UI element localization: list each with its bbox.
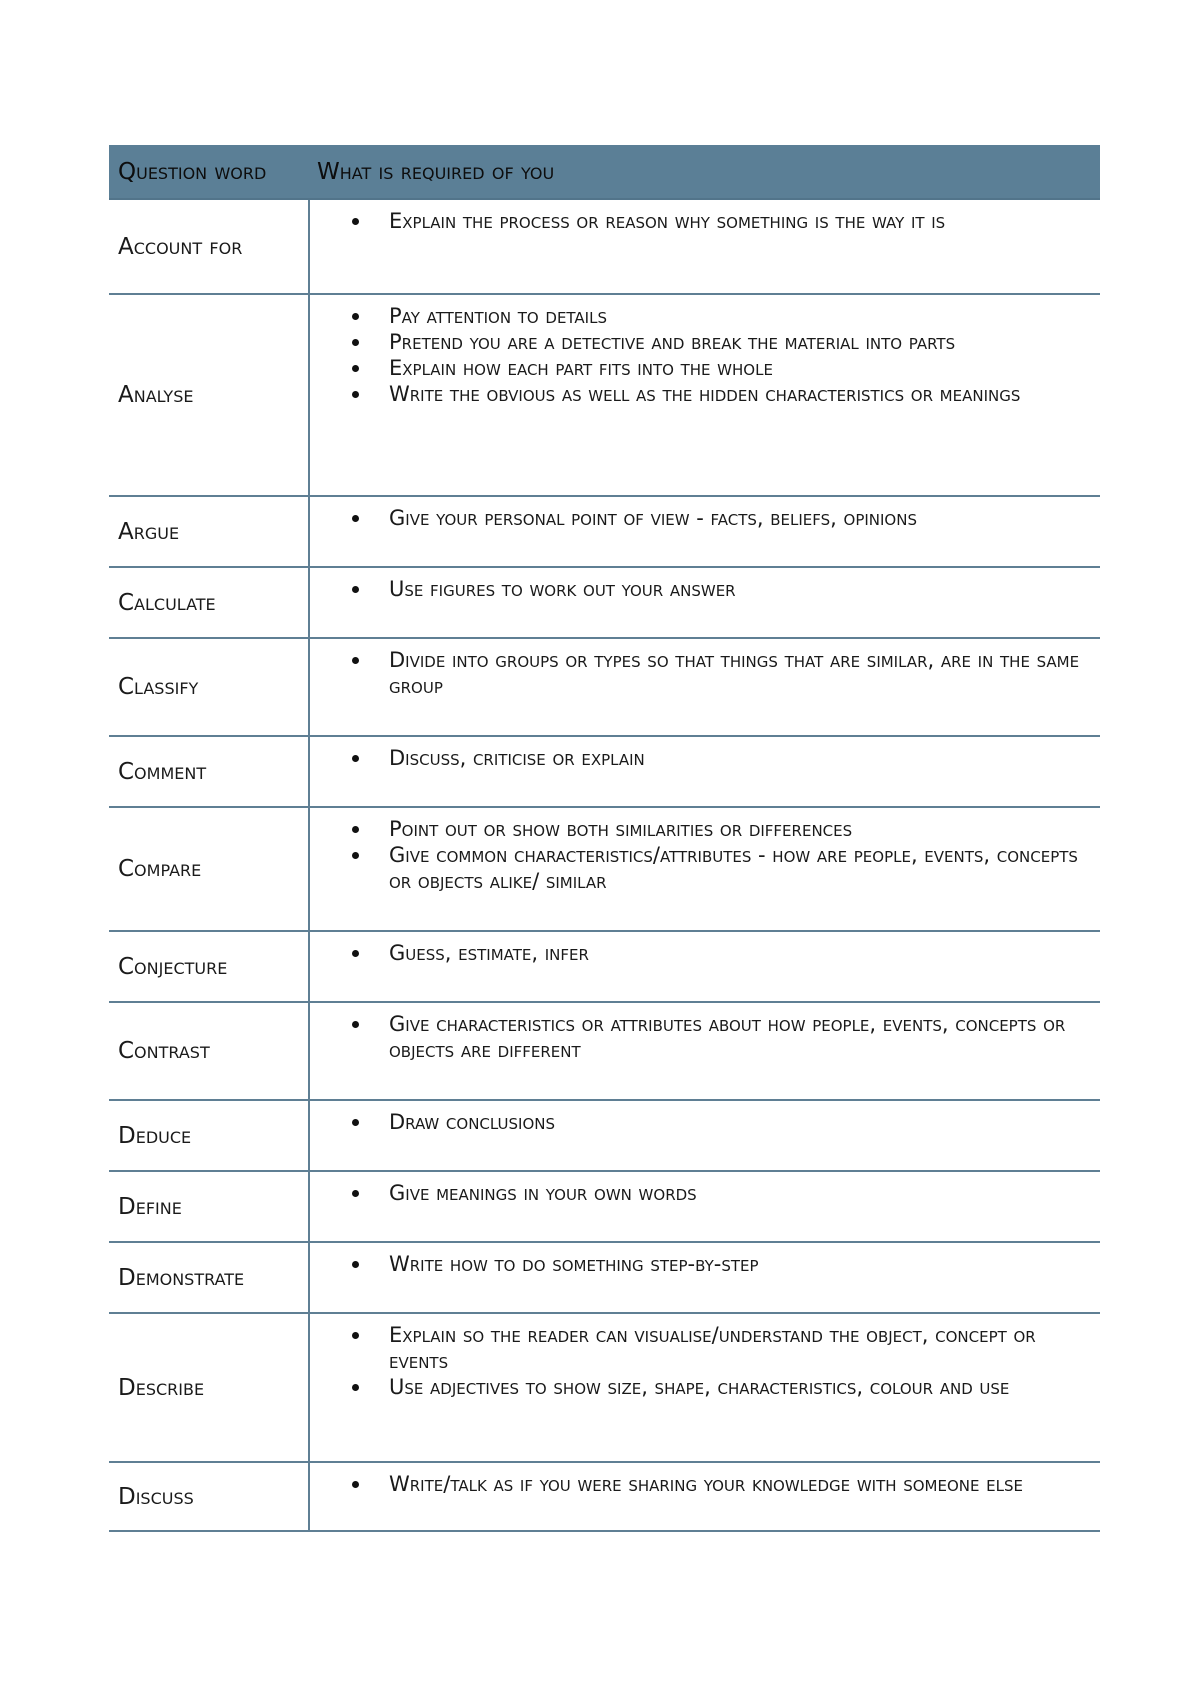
requirement-item: Explain how each part fits into the whole bbox=[310, 355, 1094, 381]
requirement-item: Divide into groups or types so that things that are similar, are in the same group bbox=[310, 647, 1094, 699]
table-row bbox=[109, 638, 1100, 736]
requirement-item: Explain the process or reason why something is the way it is bbox=[310, 208, 1094, 234]
question-word-cell: Account for bbox=[109, 199, 309, 294]
question-word-cell: Comment bbox=[109, 736, 309, 807]
table-row bbox=[109, 567, 1100, 638]
header-what-is-required: What is required of you bbox=[309, 145, 1100, 199]
question-word-cell: Contrast bbox=[109, 1002, 309, 1100]
requirement-list bbox=[310, 745, 1094, 771]
requirement-item: Draw conclusions bbox=[310, 1109, 1094, 1135]
requirement-item: Pay attention to details bbox=[310, 303, 1094, 329]
requirement-item: Give common characteristics/attributes - how are people, events, concepts or objects alike/ similar bbox=[310, 842, 1094, 894]
requirement-item: Give characteristics or attributes about how people, events, concepts or objects are different bbox=[310, 1011, 1094, 1063]
requirement-item: Point out or show both similarities or differences bbox=[310, 816, 1094, 842]
requirement-item: Use adjectives to show size, shape, characteristics, colour and use bbox=[310, 1374, 1094, 1400]
table-row bbox=[109, 294, 1100, 496]
table-row bbox=[109, 1313, 1100, 1462]
requirement-list bbox=[310, 816, 1094, 894]
requirement-list bbox=[310, 1011, 1094, 1063]
table-row bbox=[109, 1171, 1100, 1242]
table-row bbox=[109, 496, 1100, 567]
requirement-item: Give your personal point of view - facts, beliefs, opinions bbox=[310, 505, 1094, 531]
table-header bbox=[109, 145, 1100, 199]
requirement-cell bbox=[309, 496, 1100, 567]
table-row bbox=[109, 199, 1100, 294]
requirement-item: Give meanings in your own words bbox=[310, 1180, 1094, 1206]
question-word-cell: Deduce bbox=[109, 1100, 309, 1171]
requirement-item: Guess, estimate, infer bbox=[310, 940, 1094, 966]
header-question-word: Question word bbox=[109, 145, 309, 199]
requirement-list bbox=[310, 208, 1094, 234]
requirement-cell bbox=[309, 1002, 1100, 1100]
requirement-cell bbox=[309, 638, 1100, 736]
question-word-cell: Analyse bbox=[109, 294, 309, 496]
requirement-item: Write how to do something step-by-step bbox=[310, 1251, 1094, 1277]
table-row bbox=[109, 1002, 1100, 1100]
requirement-item: Pretend you are a detective and break the material into parts bbox=[310, 329, 1094, 355]
requirement-list bbox=[310, 1471, 1094, 1497]
requirement-cell bbox=[309, 1313, 1100, 1462]
question-word-cell: Define bbox=[109, 1171, 309, 1242]
question-word-cell: Compare bbox=[109, 807, 309, 931]
question-word-cell: Demonstrate bbox=[109, 1242, 309, 1313]
requirement-cell bbox=[309, 199, 1100, 294]
requirement-list bbox=[310, 940, 1094, 966]
requirement-item: Explain so the reader can visualise/understand the object, concept or events bbox=[310, 1322, 1094, 1374]
requirement-list bbox=[310, 303, 1094, 407]
requirement-cell bbox=[309, 736, 1100, 807]
table-row bbox=[109, 931, 1100, 1002]
question-word-cell: Conjecture bbox=[109, 931, 309, 1002]
table-row bbox=[109, 807, 1100, 931]
requirement-cell bbox=[309, 567, 1100, 638]
requirement-item: Use figures to work out your answer bbox=[310, 576, 1094, 602]
requirement-cell bbox=[309, 931, 1100, 1002]
requirement-list bbox=[310, 576, 1094, 602]
requirement-cell bbox=[309, 807, 1100, 931]
requirement-item: Write the obvious as well as the hidden characteristics or meanings bbox=[310, 381, 1094, 407]
question-word-cell: Calculate bbox=[109, 567, 309, 638]
question-word-cell: Classify bbox=[109, 638, 309, 736]
question-word-cell: Discuss bbox=[109, 1462, 309, 1531]
table-body bbox=[109, 199, 1100, 1531]
question-words-table bbox=[109, 145, 1100, 1532]
requirement-cell bbox=[309, 294, 1100, 496]
requirement-list bbox=[310, 647, 1094, 699]
requirement-cell bbox=[309, 1242, 1100, 1313]
table-row bbox=[109, 1100, 1100, 1171]
requirement-cell bbox=[309, 1462, 1100, 1531]
table-row bbox=[109, 1462, 1100, 1531]
requirement-list bbox=[310, 505, 1094, 531]
table-row bbox=[109, 1242, 1100, 1313]
requirement-list bbox=[310, 1109, 1094, 1135]
table-row bbox=[109, 736, 1100, 807]
requirement-cell bbox=[309, 1100, 1100, 1171]
requirement-cell bbox=[309, 1171, 1100, 1242]
requirement-item: Write/talk as if you were sharing your knowledge with someone else bbox=[310, 1471, 1094, 1497]
requirement-item: Discuss, criticise or explain bbox=[310, 745, 1094, 771]
requirement-list bbox=[310, 1251, 1094, 1277]
requirement-list bbox=[310, 1180, 1094, 1206]
question-word-cell: Argue bbox=[109, 496, 309, 567]
requirement-list bbox=[310, 1322, 1094, 1400]
question-word-cell: Describe bbox=[109, 1313, 309, 1462]
